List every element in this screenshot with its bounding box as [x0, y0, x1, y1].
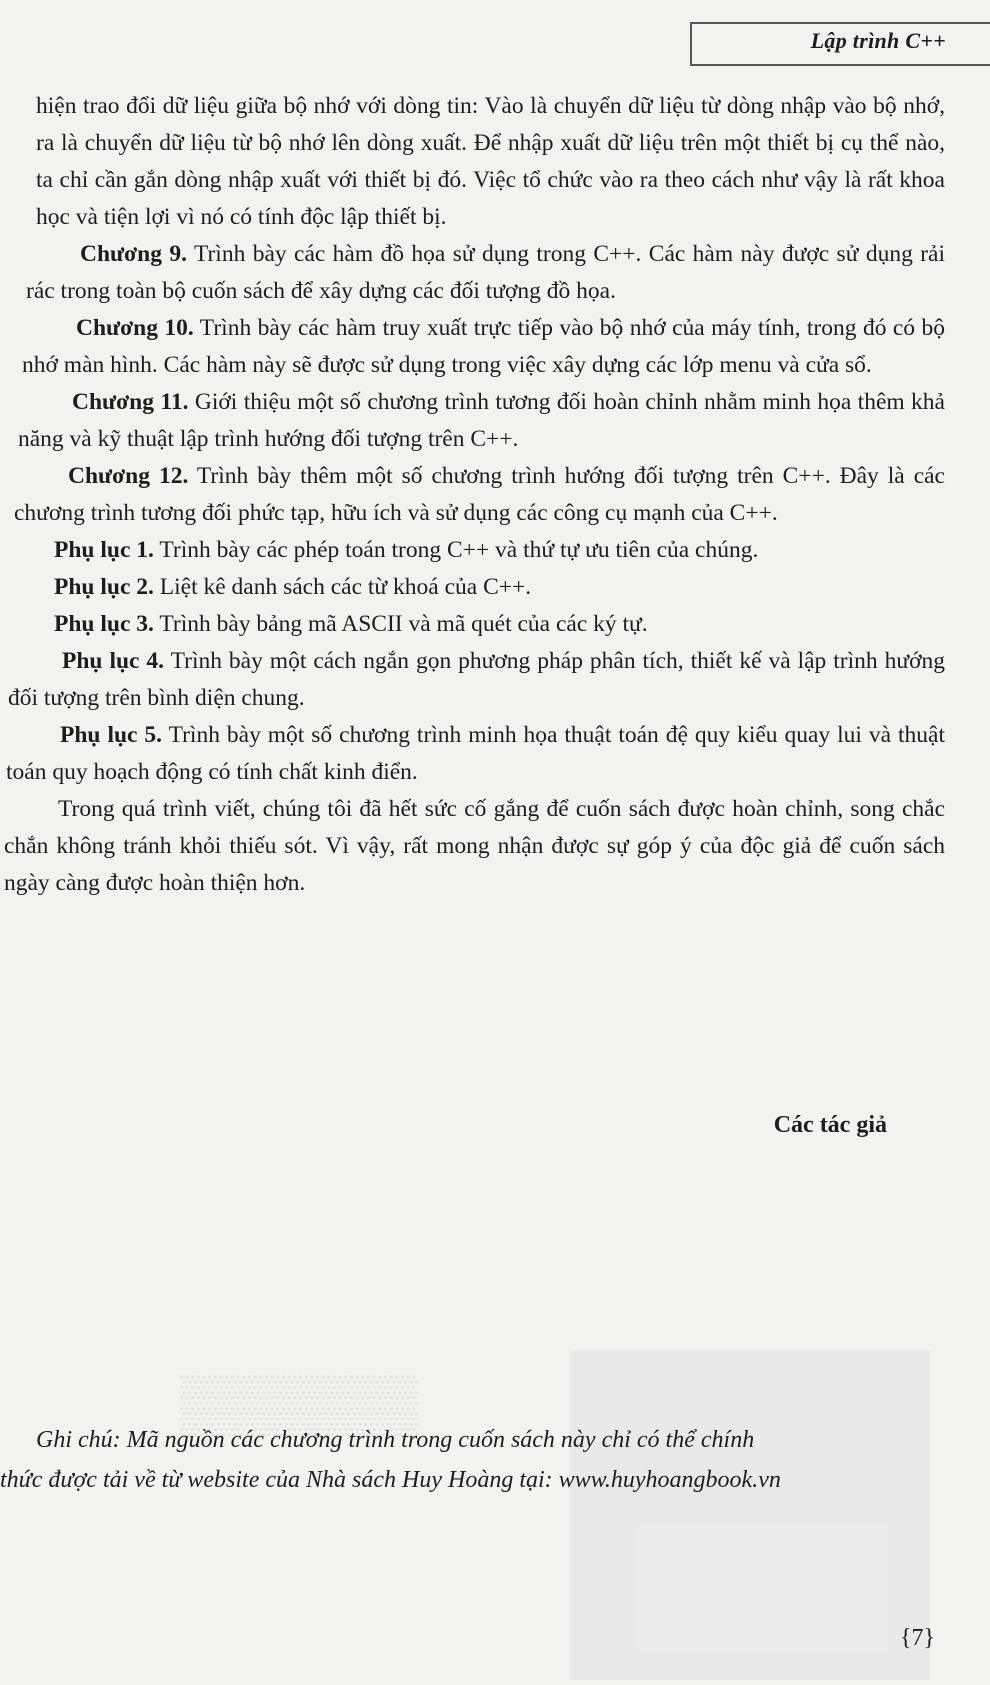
page-number: {7}: [899, 1625, 935, 1651]
paragraph-intro: hiện trao đổi dữ liệu giữa bộ nhớ với dòng tin: Vào là chuyển dữ liệu từ dòng nhập vào bộ nhớ, ra là chuyển dữ liệu từ bộ nhớ lên dòng xuất. Để nhập xuất dữ liệu trên một thiết bị cụ thể nào, ta chỉ cần gắn dòng nhập xuất với thiết bị đó. Việc tổ chức vào ra theo cách như vậy là rất khoa học và tiện lợi vì nó có tính độc lập thiết bị.: [36, 93, 945, 230]
show-through-text: ▒▒▒▒▒▒: [180, 1371, 419, 1434]
paragraph-appendix-3: [0, 606, 945, 643]
appendix-2-text: Liệt kê danh sách các từ khoá của C++.: [153, 574, 532, 600]
paragraph-closing: Trong quá trình viết, chúng tôi đã hết sức cố gắng để cuốn sách được hoàn chỉnh, song chắc chắn không tránh khỏi thiếu sót. Vì vậy, rất mong nhận được sự góp ý của độc giả để cuốn sách ngày càng được hoàn thiện hơn.: [4, 796, 945, 896]
appendix-5-label: Phụ lục 5.: [60, 722, 163, 748]
footnote-line-1: Ghi chú: Mã nguồn các chương trình trong cuốn sách này chỉ có thể chính: [36, 1427, 755, 1453]
paragraph-chapter-12: [0, 458, 945, 532]
chapter-10-label: Chương 10.: [76, 315, 194, 341]
chapter-10-text: Trình bày các hàm truy xuất trực tiếp vào bộ nhớ của máy tính, trong đó có bộ nhớ màn hình. Các hàm này sẽ được sử dụng trong việc xây dựng các lớp menu và cửa sổ.: [22, 315, 945, 378]
footnote: [0, 1420, 945, 1500]
chapter-11-text: Giới thiệu một số chương trình tương đối hoàn chỉnh nhằm minh họa thêm khả năng và kỹ thuật lập trình hướng đối tượng trên C++.: [18, 389, 945, 452]
paragraph-chapter-11: [0, 384, 945, 458]
body-text: [0, 88, 945, 902]
header-title: Lập trình C++: [810, 28, 946, 53]
chapter-9-text: Trình bày các hàm đồ họa sử dụng trong C++. Các hàm này được sử dụng rải rác trong toàn bộ cuốn sách để xây dựng các đối tượng đồ họa.: [26, 241, 945, 304]
appendix-5-text: Trình bày một số chương trình minh họa thuật toán đệ quy kiểu quay lui và thuật toán quy hoạch động có tính chất kinh điển.: [6, 722, 945, 785]
appendix-4-label: Phụ lục 4.: [62, 648, 165, 674]
appendix-3-text: Trình bày bảng mã ASCII và mã quét của các ký tự.: [153, 611, 648, 637]
chapter-9-label: Chương 9.: [80, 241, 187, 267]
footnote-line-2: thức được tải về từ website của Nhà sách Huy Hoàng tại: www.huyhoangbook.vn: [0, 1467, 781, 1493]
chapter-12-text: Trình bày thêm một số chương trình hướng đối tượng trên C++. Đây là các chương trình tương đối phức tạp, hữu ích và sử dụng các công cụ mạnh của C++.: [14, 463, 945, 526]
appendix-1-text: Trình bày các phép toán trong C++ và thứ tự ưu tiên của chúng.: [153, 537, 759, 563]
chapter-11-label: Chương 11.: [72, 389, 189, 415]
appendix-1-label: Phụ lục 1.: [54, 537, 154, 563]
show-through-shade: [570, 1350, 930, 1680]
author-signature: Các tác giả: [773, 1112, 887, 1138]
paragraph-chapter-9: [0, 236, 945, 310]
running-header: [690, 22, 990, 66]
chapter-12-label: Chương 12.: [68, 463, 189, 489]
paragraph-appendix-1: [0, 532, 945, 569]
paragraph-appendix-2: [0, 569, 945, 606]
appendix-4-text: Trình bày một cách ngắn gọn phương pháp phân tích, thiết kế và lập trình hướng đối tượng trên bình diện chung.: [8, 648, 945, 711]
paragraph-appendix-5: [0, 717, 945, 791]
paragraph-chapter-10: [0, 310, 945, 384]
appendix-2-label: Phụ lục 2.: [54, 574, 154, 600]
paragraph-appendix-4: [0, 643, 945, 717]
appendix-3-label: Phụ lục 3.: [54, 611, 154, 637]
